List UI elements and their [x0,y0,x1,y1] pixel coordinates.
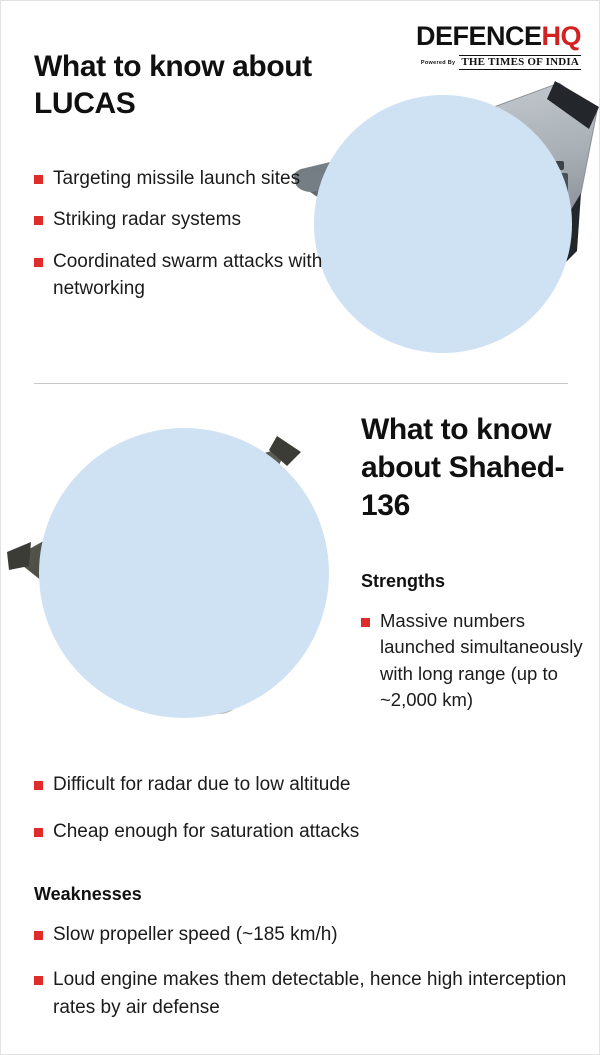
strengths-bullet-list-wide [34,771,579,866]
lucas-bullet-list [34,165,364,316]
brand-name-main: DEFENCE [415,21,542,51]
list-item: Striking radar systems [34,206,364,233]
weaknesses-heading: Weaknesses [34,884,142,904]
powered-by-label: Powered By [420,59,456,66]
shahed-drone-illustration [1,406,351,756]
page-title-lucas: What to know about LUCAS [34,50,312,120]
list-item: Loud engine makes them detectable, hence high interception rates by air defense [34,966,579,1021]
weaknesses-bullet-list [34,921,579,1039]
strengths-heading: Strengths [361,571,446,591]
list-item: Coordinated swarm attacks with networking [34,248,364,303]
background-circle [39,428,329,718]
section-divider [34,383,568,384]
list-item: Targeting missile launch sites [34,165,364,192]
page-title-shahed: What to know about Shahed-136 [361,413,565,522]
list-item: Cheap enough for saturation attacks [34,818,579,845]
publisher-name: THE TIMES OF INDIA [461,56,579,68]
footer-spacer [1,1048,600,1054]
list-item: Slow propeller speed (~185 km/h) [34,921,579,948]
list-item: Massive numbers launched simultaneously with long range (up to ~2,000 km) [361,608,589,713]
strengths-bullet-list-narrow [361,608,589,727]
brand-name-accent: HQ [541,21,581,51]
section-lucas [1,1,599,391]
list-item: Difficult for radar due to low altitude [34,771,579,798]
